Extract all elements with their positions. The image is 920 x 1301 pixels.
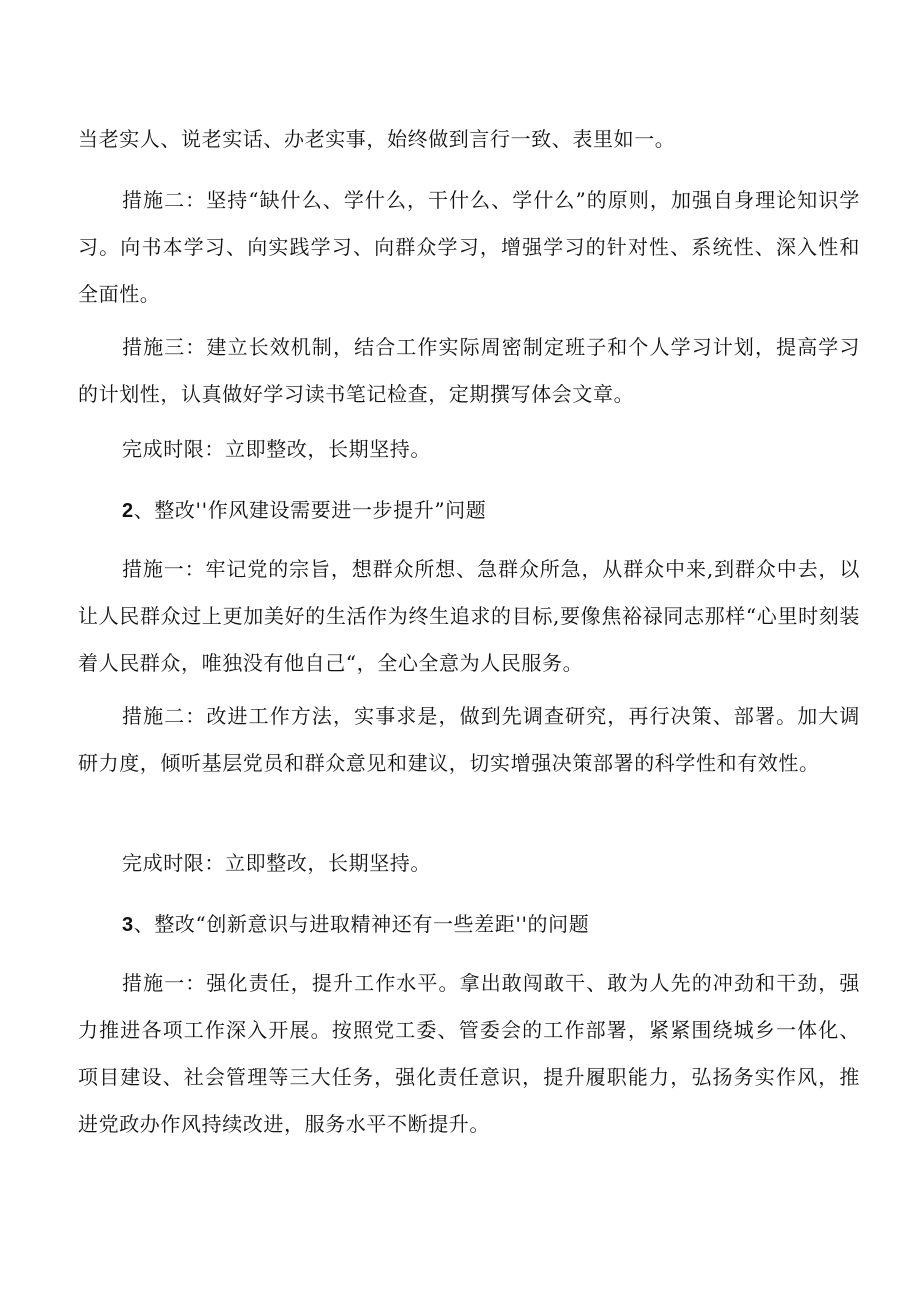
heading-number: 3 xyxy=(122,914,134,936)
paragraph-measure-2: 措施二：改进工作方法，实事求是，做到先调查研究，再行决策、部署。加大调研力度，倾听基层党员和群众意见和建议，切实增强决策部署的科学性和有效性。 xyxy=(78,704,860,775)
heading-text: 、整改''作风建设需要进一步提升”问题 xyxy=(133,498,487,522)
paragraph-measure-1: 措施一：牢记党的宗旨，想群众所想、急群众所急，从群众中来,到群众中去，以让人民群众过上更加美好的生活作为终生追求的目标,要像焦裕禄同志那样“心里时刻装着人民群众，唯独没有他自己“，全心全意为人民服务。 xyxy=(78,557,860,675)
heading-number: 2 xyxy=(122,500,134,522)
paragraph-deadline: 完成时限：立即整改，长期坚持。 xyxy=(122,437,431,461)
paragraph-measure-3: 措施三：建立长效机制，结合工作实际周密制定班子和个人学习计划，提高学习的计划性，认真做好学习读书笔记检查，定期撰写体会文章。 xyxy=(78,335,860,406)
section-heading-3 xyxy=(78,901,860,949)
paragraph-deadline: 完成时限：立即整改，长期坚持。 xyxy=(122,851,431,875)
paragraph-continuation: 当老实人、说老实话、办老实事，始终做到言行一致、表里如一。 xyxy=(78,127,676,151)
section-heading-2 xyxy=(78,487,860,535)
heading-text: 、整改“创新意识与进取精神还有一些差距''的问题 xyxy=(133,912,590,936)
paragraph-measure-2: 措施二：坚持“缺什么、学什么，干什么、学什么”的原则，加强自身理论知识学习。向书本学习、向实践学习、向群众学习，增强学习的针对性、系统性、深入性和全面性。 xyxy=(78,188,860,306)
paragraph-measure-1: 措施一：强化责任，提升工作水平。拿出敢闯敢干、敢为人先的冲劲和干劲，强力推进各项工作深入开展。按照党工委、管委会的工作部署，紧紧围绕城乡一体化、项目建设、社会管理等三大任务，强化责任意识，提升履职能力，弘扬务实作风，推进党政办作风持续改进，服务水平不断提升。 xyxy=(78,971,860,1136)
